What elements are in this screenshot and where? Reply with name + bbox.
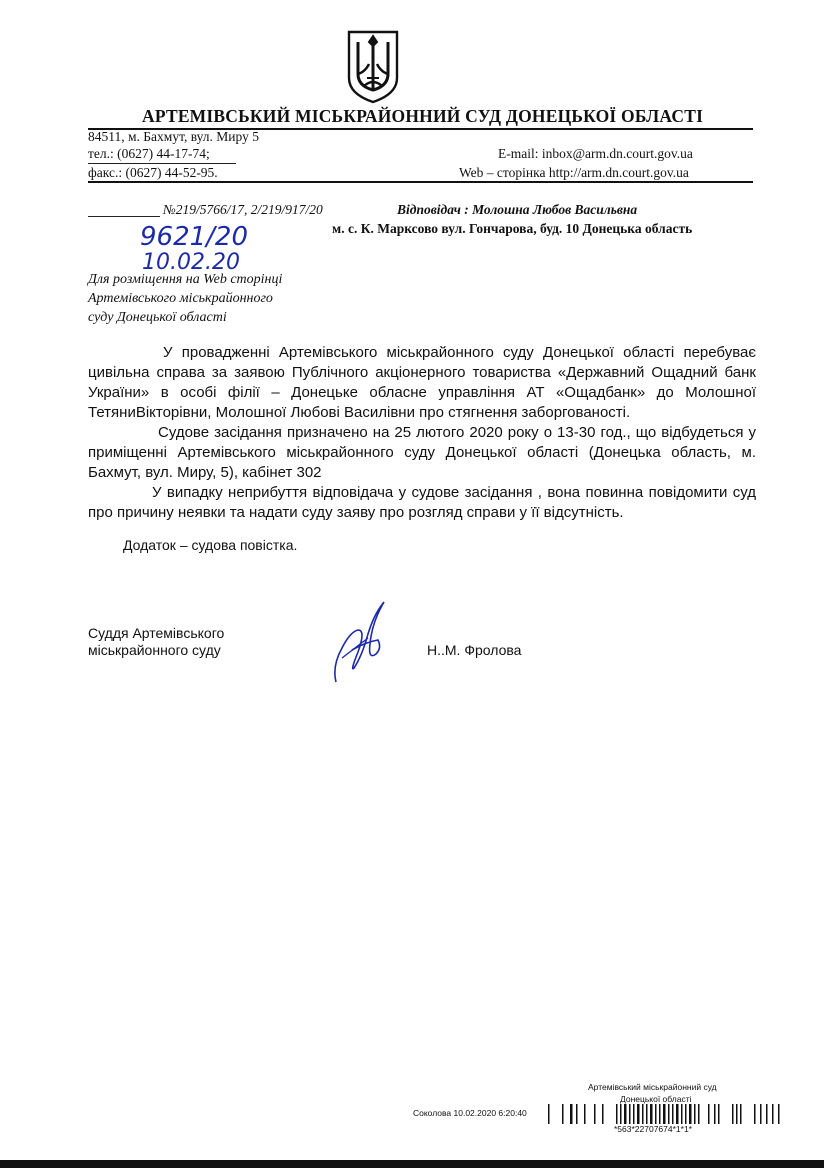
handwritten-registration-date: 10.02.20 — [142, 250, 240, 275]
case-number: №219/5766/17, 2/219/917/20 — [163, 202, 323, 217]
body-paragraph-absence: У випадку неприбуття відповідача у судове засідання , вона повинна повідомити суд про причину неявки та надати суду заяву про розгляд справи у її відсутність. — [88, 484, 756, 521]
judge-name: Н..М. Фролова — [427, 642, 522, 658]
placement-note-line2: Артемівського міськрайонного — [88, 291, 273, 306]
respondent-address: м. с. К. Марксово вул. Гончарова, буд. 10 Донецька область — [332, 221, 693, 236]
stamp-org-line1: Артемівський міськрайонний суд — [588, 1082, 717, 1092]
stamp-org-line2: Донецької області — [620, 1094, 692, 1104]
judge-position-line2: міськрайонного суду — [88, 642, 221, 658]
contacts-rule — [88, 181, 753, 183]
scan-edge-bar — [0, 1160, 824, 1168]
court-name: АРТЕМІВСЬКИЙ МІСЬКРАЙОННИЙ СУД ДОНЕЦЬКОЇ ОБЛАСТІ — [142, 106, 704, 126]
placement-note-line3: суду Донецької області — [88, 310, 227, 325]
court-website: Web – сторінка http://arm.dn.court.gov.ua — [459, 165, 689, 180]
trident-coat-of-arms-icon — [345, 28, 401, 104]
court-email: E-mail: inbox@arm.dn.court.gov.ua — [498, 146, 693, 161]
placement-note-line1: Для розміщення на Web сторінці — [88, 272, 283, 287]
phone-underline — [88, 163, 236, 164]
attachment-note: Додаток – судова повістка. — [123, 537, 298, 553]
court-address: 84511, м. Бахмут, вул. Миру 5 — [88, 129, 259, 144]
handwritten-signature — [328, 596, 392, 688]
date-blank-line — [88, 216, 160, 217]
respondent-name: Відповідач : Молошна Любов Васильвна — [397, 202, 638, 217]
barcode-text: *563*22707674*1*1* — [614, 1124, 692, 1134]
court-phone: тел.: (0627) 44-17-74; — [88, 146, 210, 161]
document-barcode — [548, 1104, 780, 1124]
judge-position-line1: Суддя Артемівського — [88, 625, 225, 641]
stamp-clerk-timestamp: Соколова 10.02.2020 6:20:40 — [413, 1108, 527, 1118]
body-paragraph-hearing: Судове засідання призначено на 25 лютого 2020 року о 13-30 год., що відбудеться у приміщенні Артемівського міськрайонного суду Донецької області (Донецька область, м. Бахмут, вул. Миру, 5), кабінет 302 — [88, 424, 756, 481]
handwritten-registration-number: 9621/20 — [140, 222, 249, 252]
body-paragraph-case: У провадженні Артемівського міськрайонного суду Донецької області перебуває цивільна справа за заявою Публічного акціонерного товариства «Державний Ощадний банк України» в особі філії – Донецьке обласне управління АТ «Ощадбанк» до Молошної ТетяниВікторівни, Молошної Любові Василівни про стягнення заборгованості. — [88, 344, 756, 421]
court-fax: факс.: (0627) 44-52-95. — [88, 165, 218, 180]
